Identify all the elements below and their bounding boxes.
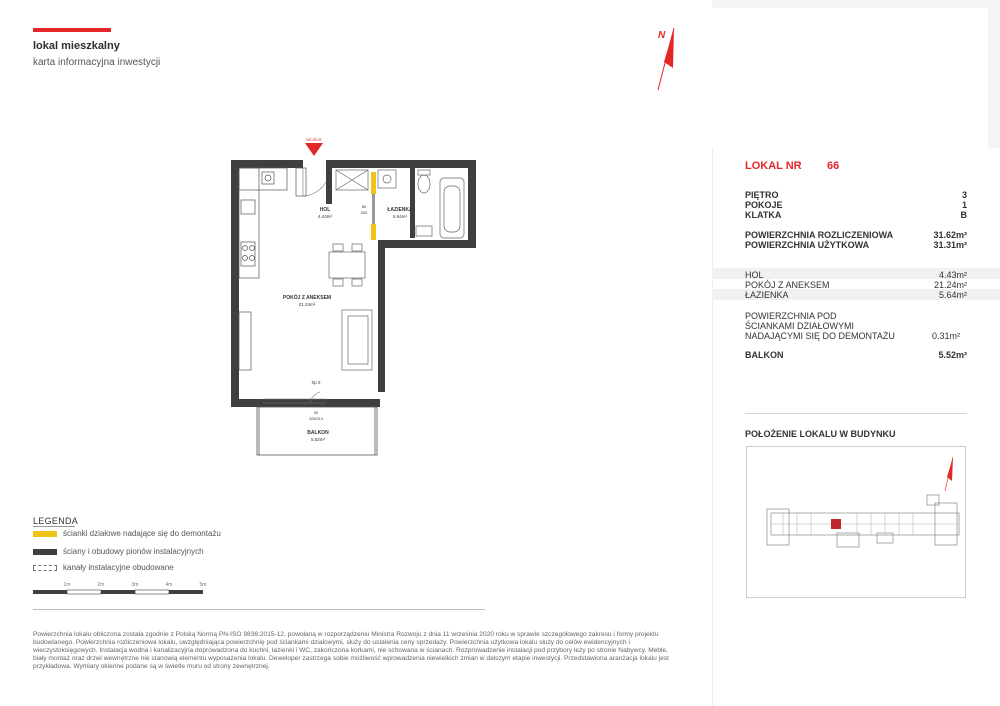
lokal-label: LOKAL NR (745, 160, 802, 172)
location-title: POŁOŻENIE LOKALU W BUDYNKU (745, 429, 896, 439)
room-label-hol: HOL (319, 207, 331, 213)
sofa (342, 310, 372, 370)
entrance-marker-icon (305, 143, 323, 156)
legend-swatch-dark (33, 549, 57, 555)
legend-swatch-yellow (33, 531, 57, 537)
stat-balkon: BALKON 5.52m² (745, 350, 967, 360)
room-lazienka: ŁAZIENKA 5.64m² (745, 290, 967, 300)
demolition-partition (371, 172, 376, 194)
legend-item-channels: kanały instalacyjne obudowane (33, 563, 174, 572)
north-label: N (658, 30, 666, 41)
dining-table (329, 244, 365, 286)
document-title: lokal mieszkalny (33, 40, 120, 52)
room-label-balkon: BALKON (307, 430, 329, 436)
stat-area-usable: POWIERZCHNIA UŻYTKOWA 31.31m² (745, 240, 967, 250)
building-outline (747, 447, 965, 597)
apartment-location-marker (831, 519, 841, 529)
partition-label: POWIERZCHNIA POD ŚCIANKAMI DZIAŁOWYMI NADAJĄCYMI SIĘ DO DEMONTAŻU (745, 311, 895, 341)
footnote: Powierzchnia lokalu obliczona została zgodnie z Polską Normą PN-ISO 9836:2015-12, powołaną w rozporządzeniu Ministra Rozwoju z dnia 11 września 2020 roku w sprawie szczegółowego zakresu i formy projektu budowlanego. Powierzchnia rozliczeniowa lokalu, uwzględniająca powierzchnię pod ściankami działowymi, służy do ustalenia ceny sprzedaży. Powierzchnia użytkowa lokalu służy do celów ewidencyjnych i wieczystoksięgowych. Instalacja wodna i kanalizacyjna doprowadzona do kuchni, łazienki i WC, zakończona korkami, nie schowana w ścianach. Rozprowadzenie instalacji pod przybory leży po stronie Nabywcy. Meble, biały montaż oraz drzwi wewnętrzne nie stanowią elementu wyposażenia lokalu. Deweloper zastrzega sobie możliwość wprowadzenia niewielkich zmian w dalszym etapie inwestycji. Przedstawiona aranżacja lokalu jest przykładowa. Wymiary okienne podane są w świetle muru od strony zewnętrznej. (33, 631, 669, 670)
room-area-lazienka: 5.64m² (392, 214, 408, 219)
door-width: 80 (361, 204, 367, 209)
balcony-door-width: 90 (313, 411, 319, 415)
header-accent-bar (33, 28, 111, 32)
room-area-hol: 4.43m² (317, 214, 333, 219)
stat-pietro: PIĘTRO 3 (745, 190, 967, 200)
scale-label: 1m (63, 582, 71, 588)
legend-title: LEGENDA (33, 516, 79, 526)
legend-swatch-dashed (33, 565, 57, 571)
scale-label: 2m (97, 582, 105, 588)
entrance-label: WEJŚCIE (306, 138, 322, 142)
room-area-balkon: 5.52m² (310, 437, 326, 442)
partition-wall (372, 194, 375, 224)
room-label-pokoj: POKÓJ Z ANEKSEM (282, 295, 332, 301)
north-arrow-icon (650, 22, 680, 94)
lokal-number: 66 (827, 160, 840, 172)
demolition-partition (371, 224, 376, 240)
floor-plan (220, 125, 490, 470)
door-height: 200 (360, 210, 368, 215)
panel-divider (745, 413, 967, 414)
stat-pokoje: POKOJE 1 (745, 200, 967, 210)
stat-klatka: KLATKA B (745, 210, 967, 220)
legend-underline (33, 526, 75, 527)
footer-divider (33, 609, 485, 610)
room-label-lazienka: ŁAZIENKA (387, 207, 413, 213)
stat-area-billing: POWIERZCHNIA ROZLICZENIOWA 31.62m² (745, 230, 967, 240)
room-area-pokoj: 21.24m² (298, 302, 316, 307)
entrance-door (303, 168, 326, 196)
room-hol: HOL 4.43m² (745, 270, 967, 280)
kitchen-fixtures (239, 168, 306, 370)
room-pokoj: POKÓJ Z ANEKSEM 21.24m² (745, 280, 967, 290)
scale-label: 4m (165, 582, 173, 588)
balcony-door-height: 205/210 (309, 417, 323, 421)
north-arrow-small-icon (945, 457, 953, 491)
legend-item-demolition: ścianki działowe nadające się do demontażu (33, 529, 221, 538)
info-panel-top-inner (712, 8, 988, 148)
scale-label: 5m (199, 582, 207, 588)
partition-value: 0.31m² (932, 331, 961, 341)
scale-bar (33, 580, 213, 598)
hp-level: hp 0 (311, 380, 321, 385)
legend-item-walls: ściany i obudowy pionów instalacyjnych (33, 547, 204, 556)
document-subtitle: karta informacyjna inwestycji (33, 57, 161, 68)
bathroom-fixtures (336, 170, 464, 238)
scale-label: 3m (131, 582, 139, 588)
building-location-map (746, 446, 966, 598)
